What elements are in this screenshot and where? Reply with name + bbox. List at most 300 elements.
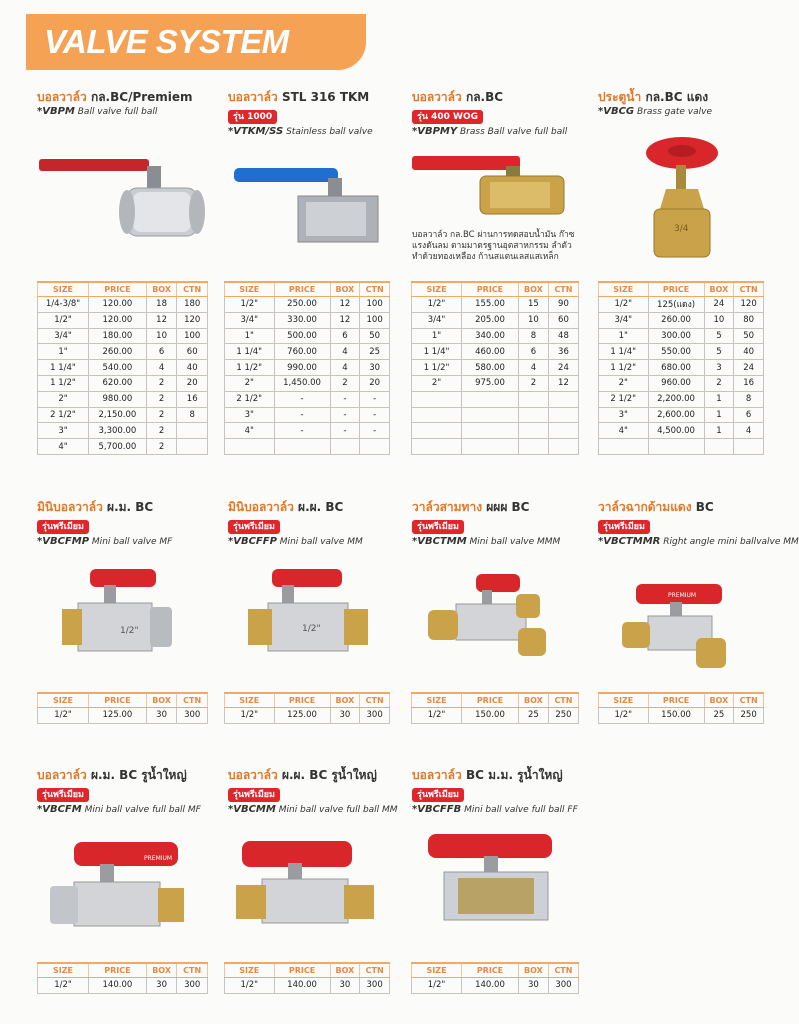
column-header: PRICE: [462, 693, 519, 708]
product-note: บอลวาล์ว กล.BC ผ่านการทดสอบน้ำมัน ก๊าซ แรงดันลม ตามมาตรฐานอุตสาหกรรม ลำตัวทำด้วยทองเหลือง ก้านสแตนเลสแสเหล็ก: [412, 230, 575, 262]
column-header: SIZE: [599, 282, 649, 297]
table-row: [225, 391, 390, 407]
table-cell: 125.00: [274, 708, 330, 724]
column-header: BOX: [704, 693, 734, 708]
column-header: BOX: [146, 963, 177, 978]
table-cell: 155.00: [462, 297, 519, 313]
product-code: *VBCTMM Mini ball valve MMM: [412, 536, 561, 547]
table-cell: 120.00: [89, 297, 147, 313]
ball-valve-full-ff-image: [424, 830, 574, 930]
table-cell: 260.00: [648, 312, 704, 328]
table-cell: 140.00: [462, 978, 519, 994]
column-header: BOX: [330, 693, 360, 708]
table-cell: 500.00: [274, 328, 330, 344]
valve-handle: [476, 574, 520, 592]
table-cell: 4: [330, 344, 360, 360]
column-header: PRICE: [274, 693, 330, 708]
column-header: PRICE: [462, 963, 519, 978]
table-cell: 2: [146, 439, 177, 455]
table-row: [225, 297, 390, 313]
table-row: [599, 708, 764, 724]
handle-label: PREMIUM: [144, 855, 173, 862]
table-cell: [462, 407, 519, 423]
table-cell: 16: [177, 391, 208, 407]
product-vbcg: [598, 90, 712, 118]
handle-label: PREMIUM: [668, 592, 697, 599]
table-cell: 300: [177, 978, 208, 994]
table-cell: 1/2": [599, 708, 649, 724]
table-cell: 460.00: [462, 344, 519, 360]
table-cell: 30: [146, 708, 177, 724]
product-vbpmy: [412, 90, 567, 138]
table-cell: 1/2": [225, 708, 275, 724]
product-code: *VTKM/SS Stainless ball valve: [228, 126, 373, 137]
table-cell: [462, 391, 519, 407]
price-table-vtkm-ss: [224, 281, 390, 455]
table-cell: 1/2": [599, 297, 649, 313]
table-cell: 25: [360, 344, 390, 360]
model-badge: รุ่นพรีเมียม: [228, 520, 280, 534]
table-cell: 4": [225, 423, 275, 439]
product-code: *VBCFFP Mini ball valve MM: [228, 536, 363, 547]
table-cell: 4: [518, 360, 548, 376]
table-cell: 1: [704, 423, 734, 439]
table-cell: 40: [177, 360, 208, 376]
table-row: [599, 375, 764, 391]
column-header: CTN: [177, 693, 208, 708]
table-cell: 1: [704, 391, 734, 407]
table-cell: 250.00: [274, 297, 330, 313]
table-row: [599, 312, 764, 328]
table-cell: 1/2": [38, 978, 89, 994]
table-cell: 10: [146, 328, 177, 344]
table-cell: 12: [146, 312, 177, 328]
column-header: BOX: [518, 963, 548, 978]
table-cell: [518, 439, 548, 455]
table-row: [599, 439, 764, 455]
price-table-vbcfmp: [37, 692, 208, 724]
table-cell: -: [330, 423, 360, 439]
column-header: CTN: [360, 693, 390, 708]
table-cell: 36: [548, 344, 578, 360]
product-title: บอลวาล์ว ผ.ม. BC รูน้ำใหญ่: [37, 768, 187, 782]
column-header: CTN: [360, 963, 390, 978]
table-row: [412, 297, 579, 313]
table-cell: 20: [360, 375, 390, 391]
table-header-row: [38, 693, 208, 708]
table-cell: [599, 439, 649, 455]
table-cell: 2,200.00: [648, 391, 704, 407]
table-cell: 3,300.00: [89, 423, 147, 439]
table-header-row: [225, 963, 390, 978]
table-row: [225, 423, 390, 439]
valve-handle: [428, 834, 552, 858]
table-cell: -: [330, 391, 360, 407]
valve-handle: [412, 156, 520, 170]
table-cell: 30: [330, 708, 360, 724]
table-cell: [330, 439, 360, 455]
table-cell: 5: [704, 328, 734, 344]
price-table-vbpmy: [411, 281, 579, 455]
table-cell: -: [274, 391, 330, 407]
table-cell: 6: [734, 407, 764, 423]
product-code: *VBCG Brass gate valve: [598, 106, 713, 117]
table-row: [412, 375, 579, 391]
table-cell: 20: [177, 375, 208, 391]
column-header: CTN: [548, 693, 578, 708]
table-row: [38, 297, 208, 313]
price-table-vbpm: [37, 281, 208, 455]
model-badge: รุ่นพรีเมียม: [37, 520, 89, 534]
table-row: [412, 978, 579, 994]
table-cell: [548, 423, 578, 439]
table-cell: 2 1/2": [225, 391, 275, 407]
table-row: [599, 360, 764, 376]
product-title: มินิบอลวาล์ว ผ.ผ. BC: [228, 500, 344, 514]
column-header: PRICE: [274, 963, 330, 978]
table-row: [38, 312, 208, 328]
table-cell: 60: [548, 312, 578, 328]
table-cell: 2: [518, 375, 548, 391]
table-cell: 1,450.00: [274, 375, 330, 391]
table-cell: 540.00: [89, 360, 147, 376]
table-cell: 680.00: [648, 360, 704, 376]
table-row: [38, 407, 208, 423]
table-cell: 330.00: [274, 312, 330, 328]
table-cell: 150.00: [462, 708, 519, 724]
table-cell: 180: [177, 297, 208, 313]
product-code: *VBPMY Brass Ball valve full ball: [412, 126, 568, 137]
model-badge: รุ่นพรีเมียม: [412, 788, 464, 802]
column-header: CTN: [177, 963, 208, 978]
table-cell: [548, 407, 578, 423]
product-vtkm-ss: [228, 90, 373, 138]
table-cell: 2: [146, 375, 177, 391]
product-title: วาล์วสามทาง ผผผ BC: [412, 500, 530, 514]
table-cell: 25: [518, 708, 548, 724]
column-header: CTN: [734, 693, 764, 708]
table-cell: 1/2": [38, 708, 89, 724]
table-row: [599, 328, 764, 344]
product-title: วาล์วฉากด้ามแดง BC: [598, 500, 714, 514]
table-row: [225, 978, 390, 994]
table-cell: 2: [704, 375, 734, 391]
product-code: *VBCFM Mini ball valve full ball MF: [37, 804, 201, 815]
table-cell: 120: [734, 297, 764, 313]
product-vbctmm: [412, 500, 560, 548]
column-header: PRICE: [648, 693, 704, 708]
table-header-row: [38, 282, 208, 297]
table-cell: 12: [548, 375, 578, 391]
table-cell: 8: [518, 328, 548, 344]
table-cell: 25: [704, 708, 734, 724]
table-row: [38, 375, 208, 391]
product-title: บอลวาล์ว กล.BC/Premiem: [37, 90, 193, 104]
table-cell: 3": [225, 407, 275, 423]
table-cell: 12: [330, 312, 360, 328]
column-header: BOX: [146, 693, 177, 708]
gate-size-mark: 3/4: [674, 224, 689, 234]
table-row: [38, 344, 208, 360]
column-header: PRICE: [89, 693, 147, 708]
model-badge: รุ่น 1000: [228, 110, 277, 124]
gate-valve-image: [630, 133, 730, 263]
table-cell: 2": [225, 375, 275, 391]
table-cell: -: [274, 423, 330, 439]
table-cell: 30: [146, 978, 177, 994]
table-cell: 10: [518, 312, 548, 328]
price-table-vbcffp: [224, 692, 390, 724]
product-vbcfmp: [37, 500, 172, 548]
table-cell: 125.00: [89, 708, 147, 724]
table-row: [38, 439, 208, 455]
valve-handle: [90, 569, 156, 587]
brass-ball-valve-image: [410, 150, 570, 220]
table-row: [38, 328, 208, 344]
table-header-row: [412, 282, 579, 297]
table-cell: 24: [548, 360, 578, 376]
table-cell: 60: [177, 344, 208, 360]
table-cell: 6: [518, 344, 548, 360]
model-badge: รุ่น 400 WOG: [412, 110, 483, 124]
price-table-vbcfm: [37, 962, 208, 994]
valve-handle: [39, 159, 149, 171]
table-cell: 4": [38, 439, 89, 455]
table-cell: [462, 423, 519, 439]
table-cell: [518, 391, 548, 407]
table-cell: [177, 423, 208, 439]
table-row: [412, 708, 579, 724]
product-code: *VBPM Ball valve full ball: [37, 106, 158, 117]
table-cell: 2: [146, 407, 177, 423]
table-cell: 2,600.00: [648, 407, 704, 423]
table-cell: 5: [704, 344, 734, 360]
table-cell: 2: [330, 375, 360, 391]
column-header: SIZE: [225, 693, 275, 708]
product-title: ประตูน้ำ กล.BC แดง: [598, 90, 709, 104]
ball-valve-full-mf-image: [44, 838, 194, 938]
table-cell: 1/2": [38, 312, 89, 328]
column-header: BOX: [518, 282, 548, 297]
table-row: [225, 328, 390, 344]
model-badge: รุ่นพรีเมียม: [412, 520, 464, 534]
product-code: *VBCFFB Mini ball valve full ball FF: [412, 804, 578, 815]
size-mark: 1/2": [120, 626, 139, 636]
table-row: [412, 344, 579, 360]
column-header: PRICE: [274, 282, 330, 297]
product-vbcfm: [37, 768, 201, 816]
table-cell: 5,700.00: [89, 439, 147, 455]
table-row: [599, 423, 764, 439]
model-badge: รุ่นพรีเมียม: [598, 520, 650, 534]
product-vbcffp: [228, 500, 363, 548]
ball-valve-full-mm-image: [232, 835, 382, 935]
table-cell: 1/2": [412, 978, 462, 994]
table-cell: [225, 439, 275, 455]
table-cell: 50: [734, 328, 764, 344]
model-badge: รุ่นพรีเมียม: [37, 788, 89, 802]
column-header: SIZE: [38, 282, 89, 297]
table-cell: 2": [412, 375, 462, 391]
page-title-banner: [26, 14, 366, 70]
price-table-vbctmmr: [598, 692, 764, 724]
model-badge: รุ่นพรีเมียม: [228, 788, 280, 802]
table-cell: 120.00: [89, 312, 147, 328]
column-header: CTN: [177, 282, 208, 297]
product-title: บอลวาล์ว ผ.ผ. BC รูน้ำใหญ่: [228, 768, 377, 782]
column-header: SIZE: [412, 693, 462, 708]
price-table-vbcmm: [224, 962, 390, 994]
valve-handle: [234, 168, 338, 182]
table-cell: 3/4": [225, 312, 275, 328]
table-cell: 1": [225, 328, 275, 344]
table-cell: [412, 391, 462, 407]
table-row: [599, 407, 764, 423]
table-header-row: [38, 963, 208, 978]
table-cell: 40: [734, 344, 764, 360]
page-title: VALVE SYSTEM: [44, 23, 289, 60]
column-header: BOX: [518, 693, 548, 708]
table-cell: [734, 439, 764, 455]
table-header-row: [225, 693, 390, 708]
table-cell: 3/4": [599, 312, 649, 328]
table-cell: 4: [146, 360, 177, 376]
table-cell: 300: [360, 978, 390, 994]
table-cell: [648, 439, 704, 455]
table-row: [225, 375, 390, 391]
table-cell: 18: [146, 297, 177, 313]
table-cell: 8: [177, 407, 208, 423]
column-header: BOX: [704, 282, 734, 297]
table-cell: 1/4-3/8": [38, 297, 89, 313]
table-row: [412, 328, 579, 344]
table-cell: 30: [360, 360, 390, 376]
table-cell: 16: [734, 375, 764, 391]
table-cell: 140.00: [89, 978, 147, 994]
table-cell: 24: [734, 360, 764, 376]
table-cell: 50: [360, 328, 390, 344]
table-cell: 48: [548, 328, 578, 344]
table-cell: 6: [330, 328, 360, 344]
table-cell: 205.00: [462, 312, 519, 328]
table-cell: 3": [599, 407, 649, 423]
table-row: [599, 297, 764, 313]
price-table-vbcffb: [411, 962, 579, 994]
right-angle-valve-image: [618, 578, 748, 673]
column-header: CTN: [734, 282, 764, 297]
size-mark: 1/2": [302, 624, 321, 634]
table-cell: 1 1/2": [225, 360, 275, 376]
table-cell: 300: [548, 978, 578, 994]
table-cell: 125(แดง): [648, 297, 704, 313]
table-cell: 1/2": [225, 978, 275, 994]
table-row: [225, 312, 390, 328]
table-cell: 100: [360, 312, 390, 328]
table-cell: 15: [518, 297, 548, 313]
table-cell: 1 1/2": [38, 375, 89, 391]
product-vbctmmr: [598, 500, 799, 548]
table-cell: 1 1/2": [412, 360, 462, 376]
table-cell: 100: [177, 328, 208, 344]
table-cell: 6: [146, 344, 177, 360]
table-cell: [412, 407, 462, 423]
table-cell: 250: [734, 708, 764, 724]
column-header: BOX: [330, 963, 360, 978]
table-cell: 1": [599, 328, 649, 344]
table-header-row: [412, 963, 579, 978]
table-cell: 3/4": [412, 312, 462, 328]
table-cell: 2,150.00: [89, 407, 147, 423]
table-cell: 975.00: [462, 375, 519, 391]
table-cell: [518, 407, 548, 423]
product-code: *VBCTMMR Right angle mini ballvalve MM: [598, 536, 799, 547]
product-code: *VBCMM Mini ball valve full ball MM: [228, 804, 398, 815]
table-cell: -: [360, 391, 390, 407]
table-cell: -: [330, 407, 360, 423]
table-row: [225, 708, 390, 724]
column-header: SIZE: [225, 282, 275, 297]
table-cell: 30: [518, 978, 548, 994]
table-cell: 2: [146, 391, 177, 407]
price-table-vbctmm: [411, 692, 579, 724]
table-row: [412, 312, 579, 328]
table-cell: 180.00: [89, 328, 147, 344]
table-cell: 580.00: [462, 360, 519, 376]
table-cell: 80: [734, 312, 764, 328]
column-header: SIZE: [38, 963, 89, 978]
table-row: [38, 708, 208, 724]
column-header: SIZE: [38, 693, 89, 708]
table-header-row: [225, 282, 390, 297]
column-header: PRICE: [89, 282, 147, 297]
table-row: [599, 344, 764, 360]
table-cell: 1/2": [412, 708, 462, 724]
table-cell: 1 1/4": [412, 344, 462, 360]
table-row: [225, 407, 390, 423]
mini-ball-valve-mf-image: [60, 565, 180, 665]
product-title: บอลวาล์ว BC ม.ม. รูน้ำใหญ่: [412, 768, 563, 782]
table-cell: 300.00: [648, 328, 704, 344]
table-cell: 990.00: [274, 360, 330, 376]
table-cell: 3": [38, 423, 89, 439]
table-cell: 8: [734, 391, 764, 407]
table-cell: [177, 439, 208, 455]
table-cell: [360, 439, 390, 455]
table-cell: 1 1/4": [38, 360, 89, 376]
column-header: CTN: [548, 282, 578, 297]
table-row: [412, 391, 579, 407]
table-cell: -: [360, 423, 390, 439]
table-cell: 300: [177, 708, 208, 724]
column-header: PRICE: [648, 282, 704, 297]
table-row: [38, 978, 208, 994]
table-cell: 10: [704, 312, 734, 328]
table-cell: 1 1/2": [599, 360, 649, 376]
product-vbcffb: [412, 768, 578, 816]
product-vbcmm: [228, 768, 398, 816]
table-cell: 4,500.00: [648, 423, 704, 439]
three-way-valve-image: [420, 570, 560, 670]
table-cell: 1/2": [412, 297, 462, 313]
column-header: SIZE: [225, 963, 275, 978]
table-cell: 4: [734, 423, 764, 439]
table-cell: 760.00: [274, 344, 330, 360]
table-row: [412, 423, 579, 439]
ball-valve-chrome-image: [37, 150, 207, 245]
table-cell: 150.00: [648, 708, 704, 724]
table-row: [225, 439, 390, 455]
stainless-ball-valve-image: [228, 160, 388, 250]
